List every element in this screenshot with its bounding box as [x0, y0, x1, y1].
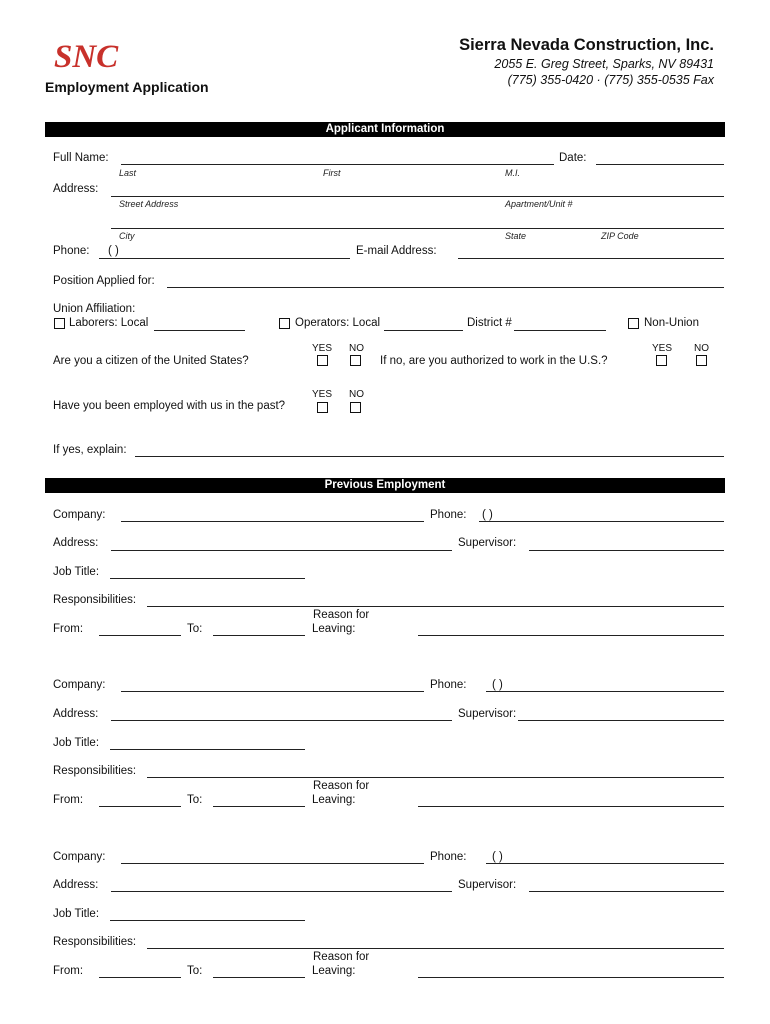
full-name-field[interactable] [121, 164, 554, 165]
district-label: District # [467, 317, 512, 329]
supervisor-label: Supervisor: [458, 879, 517, 891]
reason-label-line1: Reason for [313, 951, 370, 963]
email-field[interactable] [458, 258, 724, 259]
employer-phone-label: Phone: [430, 509, 467, 521]
laborers-checkbox[interactable] [54, 318, 65, 329]
operators-label: Operators: Local [295, 317, 381, 329]
address-label: Address: [53, 183, 99, 195]
employer-address-label: Address: [53, 708, 99, 720]
explain-label: If yes, explain: [53, 444, 127, 456]
date-field[interactable] [596, 164, 724, 165]
employed-yes-label: YES [312, 389, 333, 400]
authorized-yes-checkbox[interactable] [656, 355, 667, 366]
to-label: To: [187, 794, 203, 806]
employer-address-field[interactable] [111, 550, 452, 551]
phone-field[interactable] [99, 258, 350, 259]
company-phone: (775) 355-0420 · (775) 355-0535 Fax [507, 73, 714, 87]
employer-phone-field[interactable] [486, 691, 724, 692]
to-field[interactable] [213, 635, 305, 636]
non-union-label: Non-Union [644, 317, 699, 329]
reason-label-line2: Leaving: [312, 965, 356, 977]
from-label: From: [53, 794, 84, 806]
document-title: Employment Application [45, 79, 209, 95]
apartment-caption: Apartment/Unit # [505, 199, 573, 209]
supervisor-label: Supervisor: [458, 537, 517, 549]
phone-area-code: ( ) [108, 245, 119, 257]
union-affiliation-label: Union Affiliation: [53, 303, 136, 315]
responsibilities-field[interactable] [147, 948, 724, 949]
state-caption: State [505, 231, 527, 241]
laborers-label: Laborers: Local [69, 317, 149, 329]
company-name: Sierra Nevada Construction, Inc. [459, 36, 714, 54]
reason-label-line1: Reason for [313, 780, 370, 792]
employed-question: Have you been employed with us in the past? [53, 400, 286, 412]
to-field[interactable] [213, 806, 305, 807]
to-label: To: [187, 965, 203, 977]
employer-phone-label: Phone: [430, 851, 467, 863]
operators-local-field[interactable] [384, 330, 463, 331]
citizen-question: Are you a citizen of the United States? [53, 355, 249, 367]
job-title-field[interactable] [110, 749, 305, 750]
employer-address-label: Address: [53, 537, 99, 549]
employer-phone-field[interactable] [486, 863, 724, 864]
from-field[interactable] [99, 635, 181, 636]
city-state-zip-field[interactable] [111, 228, 724, 229]
reason-label-line1: Reason for [313, 609, 370, 621]
reason-label-line2: Leaving: [312, 794, 356, 806]
reason-field[interactable] [418, 635, 724, 636]
employer-address-label: Address: [53, 879, 99, 891]
company-label: Company: [53, 851, 106, 863]
responsibilities-label: Responsibilities: [53, 765, 137, 777]
to-field[interactable] [213, 977, 305, 978]
from-label: From: [53, 965, 84, 977]
responsibilities-label: Responsibilities: [53, 936, 137, 948]
responsibilities-label: Responsibilities: [53, 594, 137, 606]
to-label: To: [187, 623, 203, 635]
company-logo [52, 38, 140, 74]
supervisor-field[interactable] [518, 720, 724, 721]
reason-label-line2: Leaving: [312, 623, 356, 635]
job-title-field[interactable] [110, 578, 305, 579]
last-name-caption: Last [119, 168, 137, 178]
employer-phone-area-code: ( ) [482, 509, 493, 521]
from-field[interactable] [99, 977, 181, 978]
company-label: Company: [53, 679, 106, 691]
company-label: Company: [53, 509, 106, 521]
laborers-local-field[interactable] [154, 330, 245, 331]
citizen-yes-checkbox[interactable] [317, 355, 328, 366]
operators-checkbox[interactable] [279, 318, 290, 329]
from-field[interactable] [99, 806, 181, 807]
employer-phone-area-code: ( ) [492, 851, 503, 863]
zip-caption: ZIP Code [601, 231, 639, 241]
job-title-label: Job Title: [53, 566, 100, 578]
reason-field[interactable] [418, 977, 724, 978]
street-address-caption: Street Address [119, 199, 179, 209]
responsibilities-field[interactable] [147, 606, 724, 607]
company-field[interactable] [121, 863, 424, 864]
authorized-question: If no, are you authorized to work in the U.S.? [380, 355, 608, 367]
employer-phone-area-code: ( ) [492, 679, 503, 691]
date-label: Date: [559, 152, 587, 164]
job-title-label: Job Title: [53, 737, 100, 749]
from-label: From: [53, 623, 84, 635]
first-name-caption: First [323, 168, 341, 178]
employer-address-field[interactable] [111, 720, 452, 721]
city-caption: City [119, 231, 135, 241]
employer-address-field[interactable] [111, 891, 452, 892]
citizen-no-checkbox[interactable] [350, 355, 361, 366]
district-field[interactable] [514, 330, 606, 331]
middle-initial-caption: M.I. [505, 168, 520, 178]
company-field[interactable] [121, 521, 424, 522]
position-field[interactable] [167, 287, 724, 288]
job-title-field[interactable] [110, 920, 305, 921]
explain-field[interactable] [135, 456, 724, 457]
responsibilities-field[interactable] [147, 777, 724, 778]
company-field[interactable] [121, 691, 424, 692]
job-title-label: Job Title: [53, 908, 100, 920]
employed-no-label: NO [349, 389, 364, 400]
street-address-field[interactable] [111, 196, 724, 197]
email-label: E-mail Address: [356, 245, 437, 257]
section-header-applicant: Applicant Information [45, 122, 725, 137]
employer-phone-label: Phone: [430, 679, 467, 691]
authorized-no-checkbox[interactable] [696, 355, 707, 366]
logo-text: SNC [54, 39, 119, 74]
non-union-checkbox[interactable] [628, 318, 639, 329]
citizen-no-label: NO [349, 343, 364, 354]
employer-phone-field[interactable] [479, 521, 724, 522]
reason-field[interactable] [418, 806, 724, 807]
supervisor-label: Supervisor: [458, 708, 517, 720]
full-name-label: Full Name: [53, 152, 109, 164]
authorized-no-label: NO [694, 343, 709, 354]
employed-yes-checkbox[interactable] [317, 402, 328, 413]
phone-label: Phone: [53, 245, 90, 257]
position-label: Position Applied for: [53, 275, 155, 287]
supervisor-field[interactable] [529, 891, 724, 892]
citizen-yes-label: YES [312, 343, 333, 354]
section-header-previous-employment: Previous Employment [45, 478, 725, 493]
employed-no-checkbox[interactable] [350, 402, 361, 413]
company-address: 2055 E. Greg Street, Sparks, NV 89431 [494, 57, 714, 71]
authorized-yes-label: YES [652, 343, 673, 354]
supervisor-field[interactable] [529, 550, 724, 551]
